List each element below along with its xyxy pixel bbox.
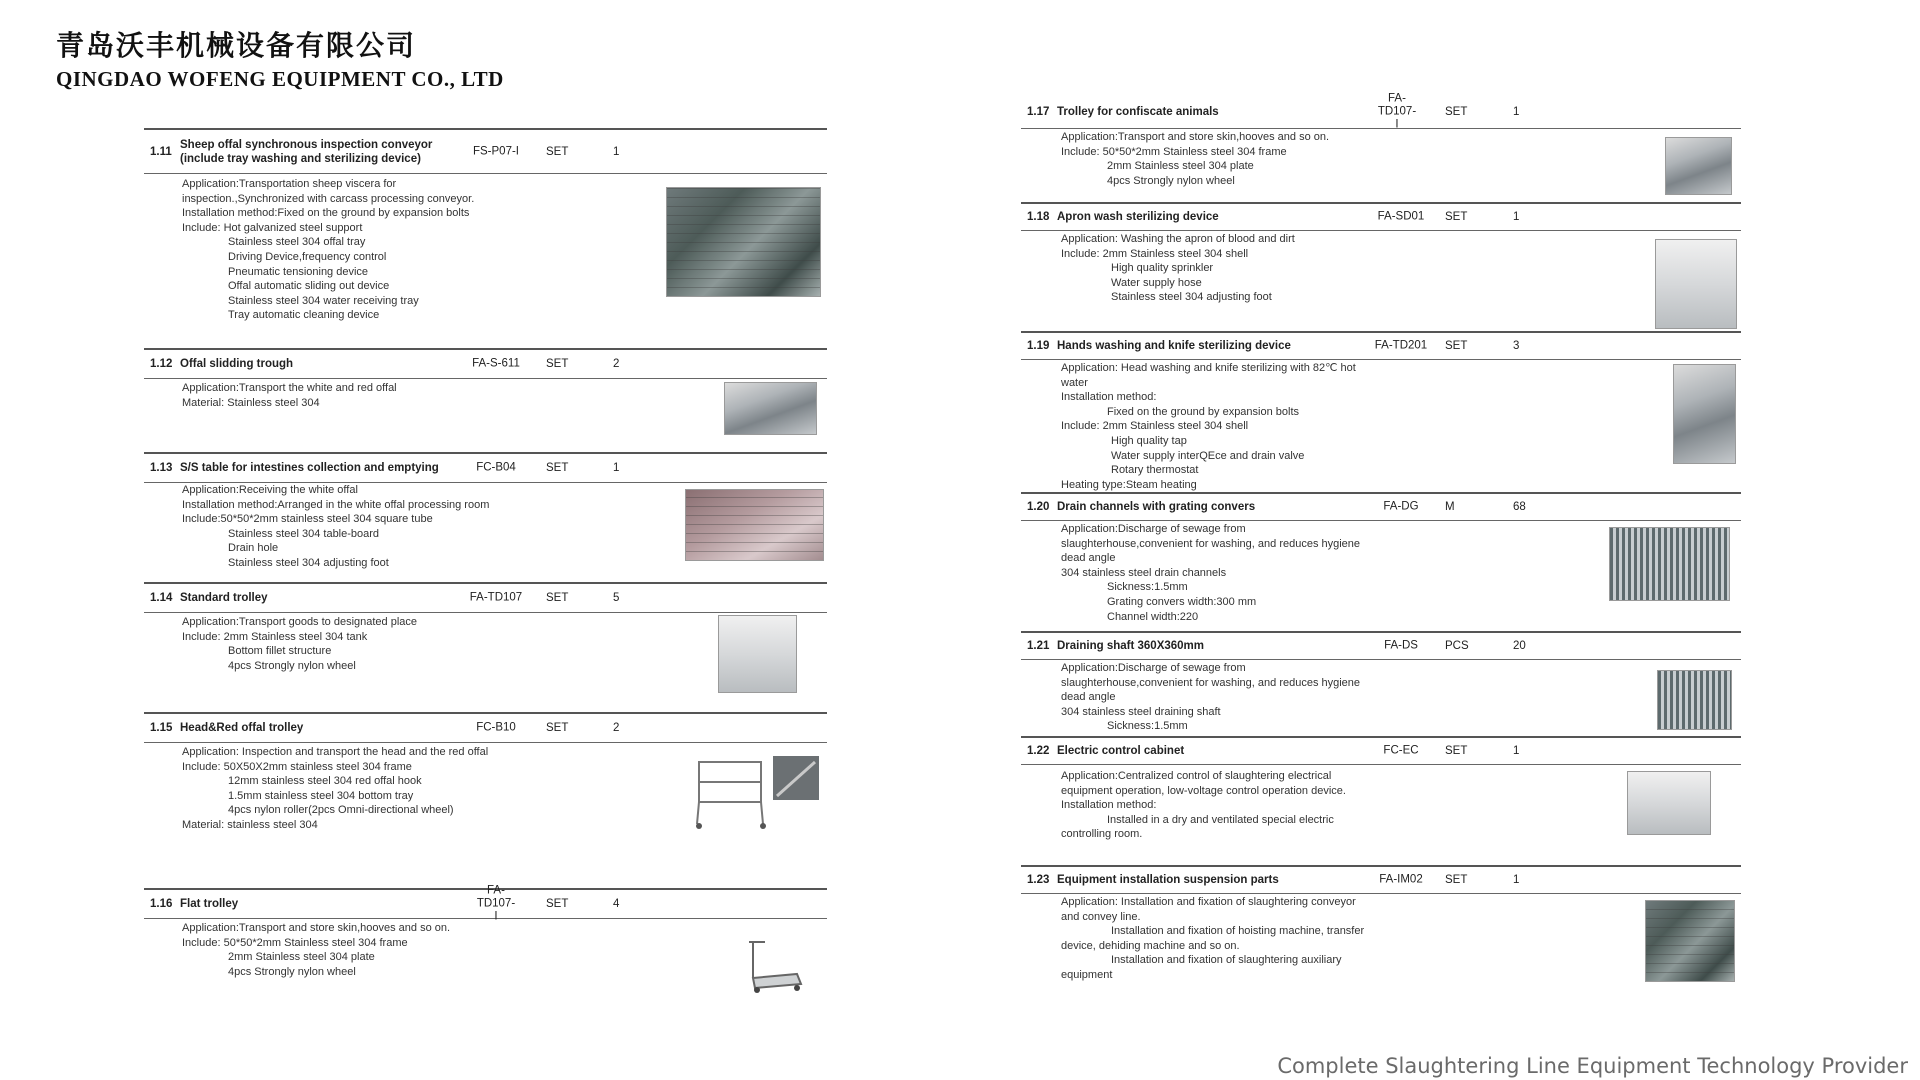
item-body	[144, 743, 827, 888]
item-code: FC-EC	[1383, 744, 1419, 757]
item-description: Application:Transportation sheep viscera for inspection.,Synchronized with carcass processing conveyor. Installation method:Fixed on the ground by expansion bolts Include: Hot galvanized steel support Stainless steel 304 offal tray Driving Device,frequency control Pneumatic tensioning device Offal automatic sliding out device Stainless steel 304 water receiving tray Tray automatic cleaning device	[182, 178, 475, 322]
item-unit: SET	[1445, 745, 1468, 757]
item-body	[144, 483, 827, 582]
item-number: 1.22	[1027, 745, 1050, 757]
item-unit: SET	[546, 145, 569, 158]
item-unit: SET	[1445, 211, 1468, 223]
item-description: Application:Transport goods to designated place Include: 2mm Stainless steel 304 tank Bottom fillet structure 4pcs Strongly nylon wheel	[182, 616, 418, 672]
drain-channel-photo	[1609, 527, 1730, 601]
item-unit: SET	[546, 358, 569, 370]
item-quantity: 20	[1513, 640, 1526, 652]
item-body	[144, 613, 827, 712]
item-quantity: 5	[613, 592, 620, 604]
item-number: 1.19	[1027, 340, 1050, 352]
item-description: Application:Discharge of sewage from slaughterhouse,convenient for washing, and reduces hygiene dead angle 304 stainless steel drain channels Sickness:1.5mm Grating convers width:300 mm Channel width:220	[1061, 523, 1361, 623]
item-code: FA-TD201	[1374, 339, 1428, 352]
item-name: Head&Red offal trolley	[180, 722, 304, 734]
item-quantity: 1	[613, 462, 620, 474]
item-body	[1021, 765, 1741, 865]
item-code: FA-TD107-I	[476, 884, 516, 923]
equipment-item	[144, 884, 827, 999]
item-name: Hands washing and knife sterilizing device	[1057, 340, 1291, 352]
control-cabinet-photo	[1627, 771, 1711, 835]
item-name: Apron wash sterilizing device	[1057, 211, 1219, 223]
item-unit: SET	[546, 592, 569, 604]
item-body	[1021, 894, 1741, 992]
item-name: Standard trolley	[180, 592, 268, 604]
item-number: 1.21	[1027, 640, 1050, 652]
item-header	[144, 584, 827, 613]
item-quantity: 1	[1513, 874, 1520, 886]
item-body	[1021, 231, 1741, 331]
equipment-item	[1021, 631, 1741, 736]
item-number: 1.16	[150, 898, 173, 910]
equipment-list-right	[1021, 92, 1741, 992]
item-name: Sheep offal synchronous inspection conveyor (include tray washing and sterilizing device)	[180, 138, 433, 165]
item-number: 1.11	[150, 145, 172, 158]
equipment-item	[1021, 202, 1741, 331]
trolley-photo	[718, 615, 797, 693]
item-number: 1.17	[1027, 106, 1050, 118]
table-photo	[685, 489, 824, 561]
item-body	[144, 919, 827, 999]
equipment-item	[144, 348, 827, 452]
item-header	[1021, 333, 1741, 360]
item-body	[1021, 660, 1741, 736]
item-header	[144, 714, 827, 743]
flat-trolley-photo	[744, 937, 806, 995]
item-description: Application:Receiving the white offal Installation method:Arranged in the white offal processing room Include:50*50*2mm stainless steel 304 square tube Stainless steel 304 table-board Drain hole Stainless steel 304 adjusting foot	[182, 484, 490, 569]
item-name: Electric control cabinet	[1057, 745, 1185, 757]
equipment-item	[1021, 331, 1741, 492]
item-quantity: 3	[1513, 340, 1520, 352]
item-description: Application: Installation and fixation of slaughtering conveyor and convey line. Installation and fixation of hoisting machine, transfer device, dehiding machine and so on. Installation and fixation of slaughtering auxiliary equipment	[1061, 896, 1365, 981]
confiscate-trolley-photo	[1665, 137, 1732, 195]
item-name: Offal slidding trough	[180, 358, 294, 370]
item-body	[144, 379, 827, 452]
item-description: Application:Centralized control of slaughtering electrical equipment operation, low-voltage control operation device. Installation method: Installed in a dry and ventilated special electric controlling room.	[1061, 770, 1346, 841]
equipment-item	[1021, 865, 1741, 992]
item-unit: PCS	[1445, 640, 1469, 652]
item-code: FS-P07-I	[472, 145, 519, 157]
item-name: Drain channels with grating convers	[1057, 501, 1256, 513]
item-header	[1021, 92, 1741, 131]
item-number: 1.18	[1027, 211, 1050, 223]
item-name: Flat trolley	[180, 898, 239, 910]
item-unit: SET	[1445, 106, 1468, 118]
suspension-parts-photo	[1645, 900, 1735, 982]
company-name-en: QINGDAO WOFENG EQUIPMENT CO., LTD	[56, 67, 504, 91]
item-name: Draining shaft 360X360mm	[1057, 640, 1205, 652]
conveyor-photo	[666, 187, 821, 297]
item-code: FA-S-611	[472, 357, 520, 370]
item-header	[1021, 204, 1741, 231]
item-quantity: 68	[1513, 501, 1526, 513]
item-code: FA-DG	[1383, 500, 1419, 513]
equipment-item	[1021, 92, 1741, 202]
equipment-item	[144, 582, 827, 712]
item-header	[144, 350, 827, 379]
item-quantity: 1	[1513, 106, 1520, 118]
item-number: 1.12	[150, 358, 173, 370]
item-header	[144, 884, 827, 923]
equipment-item	[1021, 492, 1741, 631]
item-unit: SET	[546, 722, 569, 734]
item-header	[1021, 867, 1741, 894]
item-number: 1.13	[150, 462, 173, 474]
item-code: FA-SD01	[1377, 210, 1425, 223]
item-number: 1.20	[1027, 501, 1050, 513]
item-description: Application:Transport and store skin,hooves and so on. Include: 50*50*2mm Stainless steel 304 frame 2mm Stainless steel 304 plate 4pcs Strongly nylon wheel	[1061, 131, 1330, 187]
item-description: Application:Discharge of sewage from slaughterhouse,convenient for washing, and reduces hygiene dead angle 304 stainless steel draining shaft Sickness:1.5mm	[1061, 662, 1361, 733]
item-header	[1021, 494, 1741, 521]
item-name: S/S table for intestines collection and emptying	[180, 462, 439, 474]
item-code: FC-B04	[476, 461, 516, 474]
item-number: 1.15	[150, 722, 173, 734]
item-description: Application: Inspection and transport the head and the red offal Include: 50X50X2mm stainless steel 304 frame 12mm stainless steel 304 red offal hook 1.5mm stainless steel 304 bottom tray 4pcs nylon roller(2pcs Omni-directional wheel) Material: stainless steel 304	[182, 746, 489, 831]
item-header	[1021, 633, 1741, 660]
equipment-item	[144, 712, 827, 888]
item-quantity: 1	[613, 145, 620, 158]
item-quantity: 1	[1513, 211, 1520, 223]
item-quantity: 2	[613, 722, 620, 734]
item-description: Application: Washing the apron of blood and dirt Include: 2mm Stainless steel 304 shell High quality sprinkler Water supply hose Stainless steel 304 adjusting foot	[1061, 233, 1295, 304]
company-name-cn: 青岛沃丰机械设备有限公司	[56, 29, 417, 62]
item-header	[144, 454, 827, 483]
draining-shaft-photo	[1657, 670, 1732, 730]
item-number: 1.14	[150, 592, 173, 604]
head-trolley-photo	[692, 751, 822, 833]
item-unit: M	[1445, 501, 1455, 513]
item-header	[144, 130, 827, 174]
item-body	[1021, 129, 1741, 202]
item-code: FC-B10	[476, 721, 516, 734]
item-unit: SET	[546, 462, 569, 474]
item-description: Application:Transport and store skin,hooves and so on. Include: 50*50*2mm Stainless steel 304 frame 2mm Stainless steel 304 plate 4pcs Strongly nylon wheel	[182, 922, 451, 978]
item-name: Trolley for confiscate animals	[1057, 106, 1219, 118]
apron-wash-photo	[1655, 239, 1737, 329]
hand-wash-photo	[1673, 364, 1736, 464]
item-body	[1021, 360, 1741, 492]
item-code: FA-DS	[1384, 639, 1418, 652]
company-header	[56, 28, 504, 92]
item-header	[1021, 738, 1741, 765]
equipment-item	[144, 452, 827, 582]
item-number: 1.23	[1027, 874, 1050, 886]
item-code: FA-TD107	[469, 591, 523, 604]
equipment-item	[144, 128, 827, 348]
item-quantity: 1	[1513, 745, 1520, 757]
item-unit: SET	[546, 898, 569, 910]
item-quantity: 2	[613, 358, 620, 370]
item-name: Equipment installation suspension parts	[1057, 874, 1279, 886]
equipment-list-left	[144, 128, 827, 999]
item-code: FA-IM02	[1379, 873, 1423, 886]
trough-photo	[724, 382, 817, 435]
item-body	[144, 174, 827, 348]
footer-tagline: Complete Slaughtering Line Equipment Technology Provider	[1277, 1054, 1908, 1078]
item-unit: SET	[1445, 340, 1468, 352]
item-body	[1021, 521, 1741, 631]
equipment-item	[1021, 736, 1741, 865]
item-unit: SET	[1445, 874, 1468, 886]
item-code: FA-TD107-I	[1377, 92, 1417, 131]
item-quantity: 4	[613, 898, 620, 910]
item-description: Application: Head washing and knife sterilizing with 82℃ hot water Installation method: Fixed on the ground by expansion bolts Include: 2mm Stainless steel 304 shell High quality tap Water supply interQEce and drain valve Rotary thermostat Heating type:Steam heating	[1061, 362, 1356, 491]
item-description: Application:Transport the white and red offal Material: Stainless steel 304	[182, 382, 397, 409]
